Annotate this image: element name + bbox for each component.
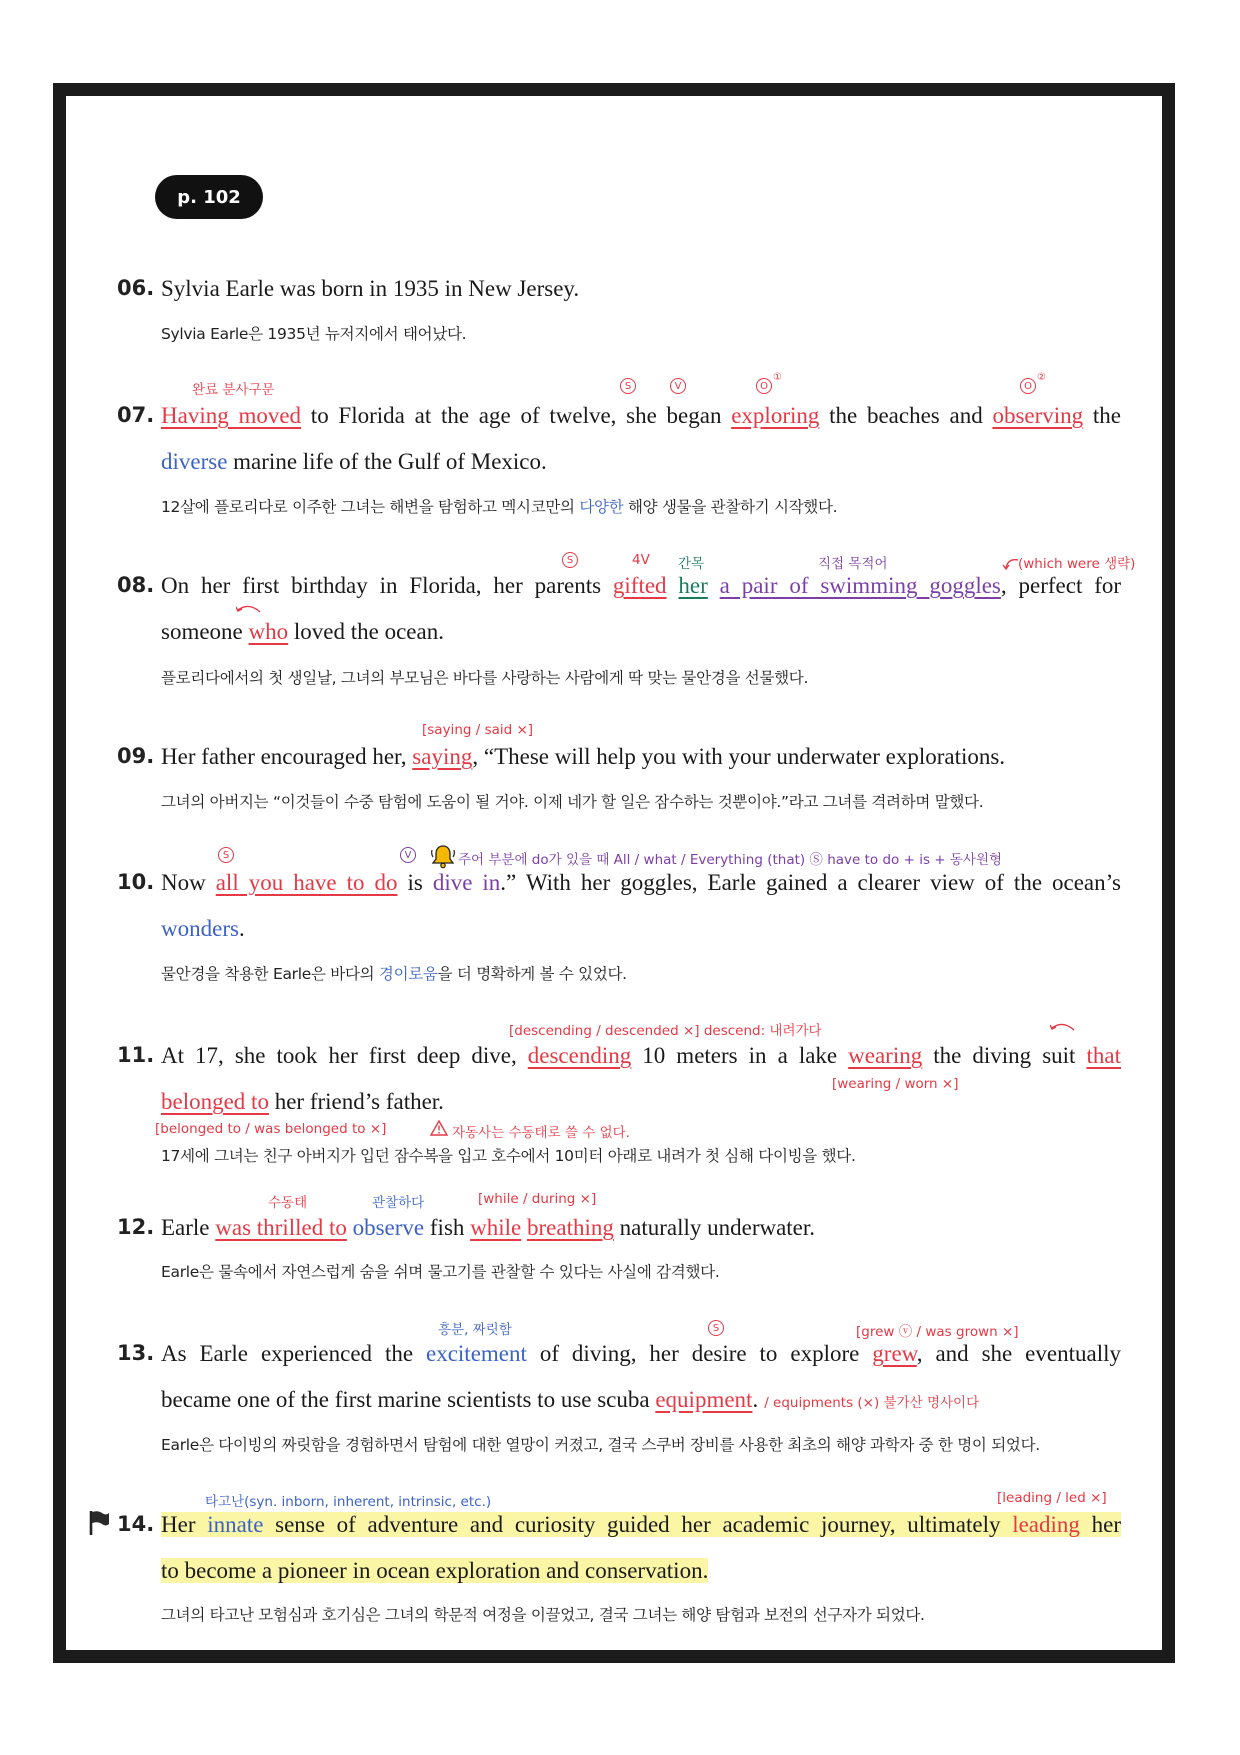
subject-mark: S — [562, 552, 578, 568]
object-mark: O — [1020, 378, 1036, 394]
phrase: observing — [992, 403, 1084, 428]
page-number-badge: p. 102 — [155, 175, 263, 219]
sentence-number: 08. — [117, 573, 155, 597]
text: sense of adventure and curiosity guided her academic journey, ultimately — [263, 1512, 1013, 1537]
verb-mark: V — [400, 847, 416, 863]
highlighted-text — [161, 1512, 1121, 1537]
verb-mark: V — [670, 378, 686, 394]
korean-translation — [161, 962, 627, 984]
grammar-note: 4V — [632, 552, 650, 568]
object-mark-index: ② — [1037, 372, 1046, 383]
warning-icon — [430, 1120, 448, 1136]
grammar-note: 완료 분사구문 — [192, 382, 275, 398]
phrase: that — [1086, 1043, 1121, 1068]
korean-translation: Sylvia Earle은 1935년 뉴저지에서 태어났다. — [161, 325, 467, 343]
phrase: wearing — [848, 1043, 923, 1068]
text: , and she eventually — [916, 1341, 1121, 1366]
vocab-word: innate — [207, 1512, 264, 1537]
korean-translation: Earle은 다이빙의 짜릿함을 경험하면서 탐험에 대한 열망이 커졌고, 결국 스쿠버 장비를 사용한 최초의 해양 과학자 중 한 명이 되었다. — [161, 1436, 1040, 1454]
text: someone — [161, 619, 249, 644]
text: 12살에 플로리다로 이주한 그녀는 해변을 탐험하고 멕시코만의 — [161, 498, 580, 516]
vocab-note: 흥분, 짜릿함 — [438, 1322, 512, 1338]
arrow-icon — [1050, 1022, 1076, 1032]
phrase: was thrilled to — [215, 1215, 347, 1240]
text: is — [397, 870, 433, 895]
text: 을 더 명확하게 볼 수 있었다. — [437, 965, 627, 983]
vocab-word: wonders — [161, 916, 239, 941]
text: to Florida at the age of twelve, she began — [301, 403, 732, 428]
phrase: belonged to — [161, 1089, 269, 1114]
text: 해양 생물을 관찰하기 시작했다. — [623, 498, 838, 516]
vocab-word: diverse — [161, 449, 228, 474]
english-sentence-line2 — [161, 1377, 1121, 1426]
sentence-number: 06. — [117, 276, 155, 300]
sentence-number: 11. — [117, 1043, 155, 1067]
grammar-note: [wearing / worn ×] — [832, 1076, 959, 1092]
phrase: grew — [872, 1341, 917, 1366]
sentence-number: 14. — [117, 1512, 155, 1536]
korean-translation: 그녀의 타고난 모험심과 호기심은 그녀의 학문적 여정을 이끌었고, 결국 그녀는 해양 탐험과 보전의 선구자가 되었다. — [161, 1606, 925, 1624]
text: . — [238, 916, 245, 941]
phrase: all you have to do — [215, 870, 398, 895]
english-sentence — [161, 393, 1121, 439]
grammar-note: [grew ⓥ / was grown ×] — [856, 1324, 1019, 1340]
english-sentence — [161, 860, 1121, 906]
phrase: a pair of swimming goggles — [719, 573, 1001, 598]
english-sentence-line2 — [161, 906, 1121, 952]
text: Earle — [161, 1215, 216, 1240]
text: As Earle experienced the — [161, 1341, 426, 1366]
phrase: her — [678, 573, 708, 598]
grammar-note: 주어 부분에 do가 있을 때 All / what / Everything (that) Ⓢ have to do + is + 동사원형 — [458, 852, 1003, 868]
vocab-note: 타고난(syn. inborn, inherent, intrinsic, etc.) — [205, 1494, 492, 1510]
grammar-note: [leading / led ×] — [997, 1490, 1107, 1506]
text: , “These will help you with your underwater explorations. — [472, 744, 1006, 769]
sentence-number: 10. — [117, 870, 155, 894]
sentence-number: 07. — [117, 403, 155, 427]
sentence-number: 13. — [117, 1341, 155, 1365]
grammar-note: [while / during ×] — [478, 1191, 597, 1207]
text: the — [1083, 403, 1121, 428]
grammar-note: [descending / descended ×] descend: 내려가다 — [509, 1023, 822, 1039]
korean-translation — [161, 495, 837, 517]
korean-translation: 17세에 그녀는 친구 아버지가 입던 잠수복을 입고 호수에서 10미터 아래로 내려가 첫 심해 다이빙을 했다. — [161, 1147, 856, 1165]
text: fish — [424, 1215, 471, 1240]
text: 물안경을 착용한 Earle은 바다의 — [161, 965, 379, 983]
english-sentence — [161, 1205, 1121, 1251]
text: loved the ocean. — [288, 619, 444, 644]
text: Her — [161, 1512, 208, 1537]
phrase: gifted — [612, 573, 667, 598]
text: marine life of the Gulf of Mexico. — [227, 449, 547, 474]
phrase: who — [248, 619, 289, 644]
phrase: equipment — [655, 1387, 753, 1412]
english-sentence — [161, 563, 1121, 609]
korean-translation: 그녀의 아버지는 “이것들이 수중 탐험에 도움이 될 거야. 이제 네가 할 일은 잠수하는 것뿐이야.”라고 그녀를 격려하며 말했다. — [161, 793, 984, 811]
text: Now — [161, 870, 216, 895]
korean-translation: 플로리다에서의 첫 생일날, 그녀의 부모님은 바다를 사랑하는 사람에게 딱 맞는 물안경을 선물했다. — [161, 669, 809, 687]
korean-translation: Earle은 물속에서 자연스럽게 숨을 쉬며 물고기를 관찰할 수 있다는 사실에 감격했다. — [161, 1263, 720, 1281]
phrase: breathing — [527, 1215, 614, 1240]
text: became one of the first marine scientists to use scuba — [161, 1387, 656, 1412]
flag-icon — [88, 1510, 110, 1536]
subject-mark: S — [218, 847, 234, 863]
text: , perfect for — [1000, 573, 1122, 598]
text: her — [1079, 1512, 1121, 1537]
phrase: dive in — [432, 870, 501, 895]
grammar-note: [saying / said ×] — [422, 722, 534, 738]
text: Her father encouraged her, — [161, 744, 413, 769]
grammar-note: 직접 목적어 — [818, 556, 888, 572]
text: . — [752, 1387, 759, 1412]
vocab-note: 관찰하다 — [372, 1195, 425, 1211]
english-sentence-line2 — [161, 1079, 1121, 1125]
grammar-note: 자동사는 수동태로 쓸 수 없다. — [452, 1125, 630, 1141]
vocab-word: 경이로움 — [378, 965, 438, 983]
english-sentence — [161, 1502, 1121, 1548]
phrase: Having moved — [161, 403, 302, 428]
sentence-number: 12. — [117, 1215, 155, 1239]
object-mark-index: ① — [773, 372, 782, 383]
text: her friend’s father. — [268, 1089, 444, 1114]
text: the diving suit — [922, 1043, 1087, 1068]
phrase: descending — [527, 1043, 632, 1068]
english-sentence — [161, 734, 1121, 780]
english-sentence: Sylvia Earle was born in 1935 in New Jersey. — [161, 276, 580, 301]
text: the beaches and — [819, 403, 993, 428]
english-sentence — [161, 1033, 1121, 1079]
phrase: leading — [1012, 1512, 1080, 1537]
grammar-note: 간목 — [678, 556, 705, 572]
sentence-number: 09. — [117, 744, 155, 768]
english-sentence — [161, 1331, 1121, 1377]
english-sentence-line2 — [161, 1548, 1121, 1594]
grammar-note: / equipments (×) 불가산 명사이다 — [764, 1395, 980, 1411]
phrase: exploring — [731, 403, 820, 428]
text: 10 meters in a lake — [631, 1043, 849, 1068]
highlighted-text: to become a pioneer in ocean exploration and conservation. — [161, 1558, 709, 1583]
text: naturally underwater. — [613, 1215, 816, 1240]
english-sentence-line2 — [161, 609, 1121, 655]
subject-mark: S — [620, 378, 636, 394]
grammar-note: [belonged to / was belonged to ×] — [155, 1121, 387, 1137]
grammar-note: (which were 생략) — [1018, 556, 1136, 572]
subject-mark: S — [708, 1320, 724, 1336]
phrase: saying — [412, 744, 473, 769]
english-sentence-line2 — [161, 439, 1121, 485]
vocab-word: observe — [352, 1215, 425, 1240]
text: of diving, her desire to explore — [526, 1341, 873, 1366]
text: On her first birthday in Florida, her parents — [161, 573, 613, 598]
phrase: while — [470, 1215, 522, 1240]
grammar-note: 수동태 — [268, 1195, 308, 1211]
vocab-word: excitement — [426, 1341, 527, 1366]
text: At 17, she took her first deep dive, — [161, 1043, 528, 1068]
text: .” With her goggles, Earle gained a clearer view of the ocean’s — [500, 870, 1121, 895]
vocab-word: 다양한 — [579, 498, 624, 516]
object-mark: O — [756, 378, 772, 394]
